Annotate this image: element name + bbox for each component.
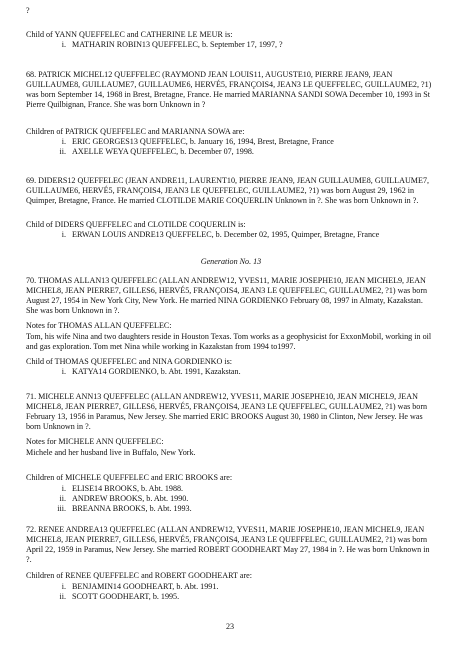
page-number: 23	[225, 622, 235, 631]
yann-children-heading: Child of YANN QUEFFELEC and CATHERINE LE MEUR is:	[26, 30, 233, 39]
diders-children-list	[26, 230, 436, 240]
list-item: ii. SCOTT GOODHEART, b. 1995.	[59, 592, 180, 601]
list-item: iii. BREANNA BROOKS, b. Abt. 1993.	[57, 504, 192, 513]
list-item: i. MATHARIN ROBIN13 QUEFFELEC, b. September 17, 1997, ?	[61, 40, 283, 49]
michele-notes: Michele and her husband live in Buffalo, New York.	[26, 448, 196, 457]
generation-heading: Generation No. 13	[200, 257, 262, 266]
thomas-children-list	[26, 367, 436, 377]
thomas-notes: Tom, his wife Nina and two daughters reside in Houston Texas. Tom works as a geophysicist for ExxonMobil, working in oil and gas exploration. Tom met Nina while working in Kazakstan from 1994 to1997.	[26, 332, 432, 351]
list-item: ii. ANDREW BROOKS, b. Abt. 1990.	[59, 494, 189, 503]
entry-69: 69. DIDERS12 QUEFFELEC (JEAN ANDRE11, LAURENT10, PIERRE JEAN9, JEAN GUILLAUME8, GUILLAUME7, GUILLAUME6, HERVÉ5, FRANÇOIS4, JEAN3 LE QUEFFELEC, GUILLAUME2, ?1) was born August 29, 1962 in Quimper, Bretagne, France. He married CLOTILDE MARIE COQUERLIN Unknown in ?. She was born Unknown in ?.	[26, 176, 430, 205]
entry-72: 72. RENEE ANDREA13 QUEFFELEC (ALLAN ANDREW12, YVES11, MARIE JOSEPHE10, JEAN MICHEL9, JEAN MICHEL8, JEAN PIERRE7, GILLES6, HERVÉ5, FRANÇOIS4, JEAN3 LE QUEFFELEC, GUILLAUME2, ?1) was born April 22, 1959 in Paramus, New Jersey. She married ROBERT GOODHEART May 27, 1984 in ?. He was born Unknown in ?.	[26, 525, 430, 564]
renee-children-heading: Children of RENEE QUEFFELEC and ROBERT GOODHEART are:	[26, 571, 253, 580]
michele-children-heading: Children of MICHELE QUEFFELEC and ERIC BROOKS are:	[26, 473, 233, 482]
yann-children-list	[26, 40, 436, 50]
michele-children-list	[26, 484, 436, 514]
list-item: ii. AXELLE WEYA QUEFFELEC, b. December 07, 1998.	[59, 147, 254, 156]
thomas-children-heading: Child of THOMAS QUEFFELEC and NINA GORDIENKO is:	[26, 357, 233, 366]
patrick-children-heading: Children of PATRICK QUEFFELEC and MARIANNA SOWA are:	[26, 127, 245, 136]
list-item: i. ELISE14 BROOKS, b. Abt. 1988.	[61, 484, 184, 493]
thomas-notes-heading: Notes for THOMAS ALLAN QUEFFELEC:	[26, 321, 172, 330]
list-item: i. ERWAN LOUIS ANDRE13 QUEFFELEC, b. December 02, 1995, Quimper, Bretagne, France	[61, 230, 380, 239]
entry-68: 68. PATRICK MICHEL12 QUEFFELEC (RAYMOND JEAN LOUIS11, AUGUSTE10, PIERRE JEAN9, JEAN GUILLAUME8, GUILLAUME7, GUILLAUME6, HERVÉ5, FRANÇOIS4, JEAN3 LE QUEFFELEC, GUILLAUME2, ?1) was born September 14, 1968 in Brest, Bretagne, France. He married MARIANNA SANDI SOWA December 10, 1993 in St Pierre Quilbignan, France. She was born Unknown in ?	[26, 70, 432, 109]
list-item: i. BENJAMIN14 GOODHEART, b. Abt. 1991.	[61, 582, 219, 591]
top-mark: ?	[26, 6, 30, 15]
list-item: i. ERIC GEORGES13 QUEFFELEC, b. January 16, 1994, Brest, Bretagne, France	[61, 137, 334, 146]
list-item: i. KATYA14 GORDIENKO, b. Abt. 1991, Kazakstan.	[61, 367, 241, 376]
diders-children-heading: Child of DIDERS QUEFFELEC and CLOTILDE COQUERLIN is:	[26, 220, 246, 229]
michele-notes-heading: Notes for MICHELE ANN QUEFFELEC:	[26, 437, 164, 446]
patrick-children-list	[26, 137, 436, 157]
entry-70: 70. THOMAS ALLAN13 QUEFFELEC (ALLAN ANDREW12, YVES11, MARIE JOSEPHE10, JEAN MICHEL9, JEAN MICHEL8, JEAN PIERRE7, GILLES6, HERVÉ5, FRANÇOIS4, JEAN3 LE QUEFFELEC, GUILLAUME2, ?1) was born August 27, 1954 in New York City, New York. He married NINA GORDIENKO February 08, 1997 in Almaty, Kazakstan. She was born Unknown in ?.	[26, 276, 428, 315]
entry-71: 71. MICHELE ANN13 QUEFFELEC (ALLAN ANDREW12, YVES11, MARIE JOSEPHE10, JEAN MICHEL9, JEAN MICHEL8, JEAN PIERRE7, GILLES6, HERVÉ5, FRANÇOIS4, JEAN3 LE QUEFFELEC, GUILLAUME2, ?1) was born February 13, 1956 in Paramus, New Jersey. She married ERIC BROOKS August 30, 1980 in Clinton, New Jersey. He was born Unknown in ?.	[26, 392, 428, 431]
renee-children-list	[26, 582, 436, 602]
